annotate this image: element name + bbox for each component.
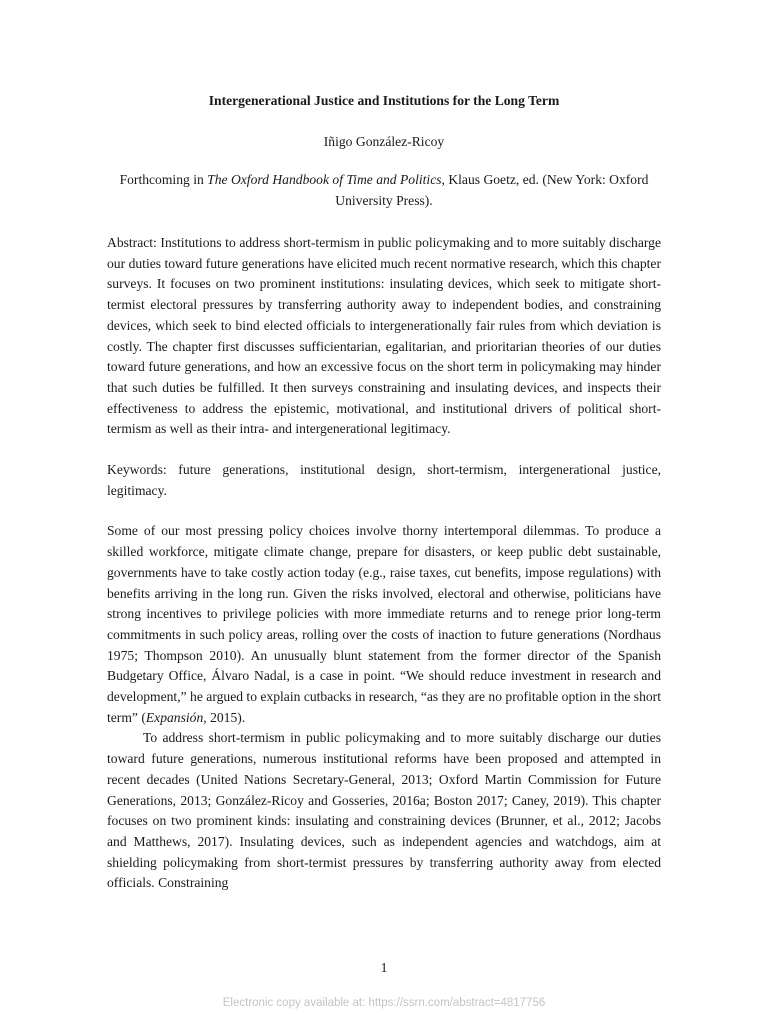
body-paragraph-1-citation: Expansión xyxy=(145,709,204,725)
abstract: Abstract: Institutions to address short-termism in public policymaking and to more suitably discharge our duties toward future generations have elicited much recent normative research, which this chapter surveys. It focuses on two prominent institutions: insulating devices, which seek to mitigate short-termist electoral pressures by transferring authority away to independent bodies, and constraining devices, which seek to bind elected officials to intergenerationally fair rules from which deviation is costly. The chapter first discusses sufficientarian, egalitarian, and prioritarian theories of our duties toward future generations, and how an excessive focus on the short term in policymaking may hinder that such duties be fulfilled. It then surveys constraining and insulating devices, and inspects their effectiveness to address the epistemic, motivational, and institutional drivers of political short-termism as well as their intra- and intergenerational legitimacy. xyxy=(107,235,661,437)
body-paragraph-1-end: , 2015). xyxy=(203,709,246,725)
body-paragraph-2: To address short-termism in public policymaking and to more suitably discharge our duties toward future generations, numerous institutional reforms have been proposed and attempted in recent decades (United Nations Secretary-General, 2013; Oxford Martin Commission for Future Generations, 2013; González-Ricoy and Gosseries, 2016a; Boston 2017; Caney, 2019). This chapter focuses on two prominent kinds: insulating and constraining devices (Brunner, et al., 2012; Jacobs and Matthews, 2017). Insulating devices, such as independent agencies and watchdogs, aim at shielding policymaking from short-termist pressures by transferring authority away from elected officials. Constraining xyxy=(107,730,661,891)
publication-book-title: The Oxford Handbook of Time and Politics xyxy=(207,172,442,187)
document-title: Intergenerational Justice and Institutions for the Long Term xyxy=(208,93,560,108)
document-author: Iñigo González-Ricoy xyxy=(323,134,445,149)
keywords: Keywords: future generations, institutional design, short-termism, intergenerational justice, legitimacy. xyxy=(107,462,661,498)
footer-note: Electronic copy available at: https://ssrn.com/abstract=4817756 xyxy=(222,997,546,1009)
publication-note-prefix: Forthcoming in xyxy=(119,172,208,187)
document-page xyxy=(107,91,661,894)
page-number: 1 xyxy=(380,960,388,975)
publication-note-suffix: , Klaus Goetz, ed. (New York: Oxford University Press). xyxy=(335,172,649,208)
body-paragraph-1-text: Some of our most pressing policy choices involve thorny intertemporal dilemmas. To produce a skilled workforce, mitigate climate change, prepare for disasters, or keep public debt sustainable, governments have to take costly action today (e.g., raise taxes, cut benefits, impose regulations) with benefits arriving in the long run. Given the risks involved, electoral and otherwise, politicians have strong incentives to privilege policies with more immediate returns and to renege prior long-term commitments in such policy areas, rolling over the costs of inaction to future generations (Nordhaus 1975; Thompson 2010). An unusually blunt statement from the former director of the Spanish Budgetary Office, Álvaro Nadal, is a case in point. “We should reduce investment in research and development,” he argued to explain cutbacks in research, “as they are no profitable option in the short term” ( xyxy=(107,523,661,725)
publication-note xyxy=(117,170,651,211)
body-paragraph-1 xyxy=(107,521,661,728)
